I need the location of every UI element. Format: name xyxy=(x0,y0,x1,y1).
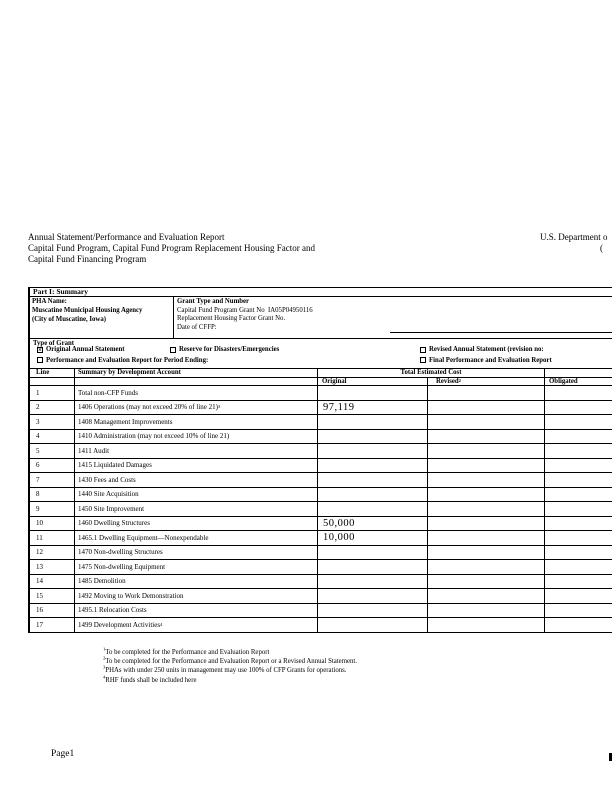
line-number: 11 xyxy=(30,531,75,545)
line-number: 8 xyxy=(30,488,75,502)
account-label: 1465.1 Dwelling Equipment—Nonexpendable xyxy=(75,531,318,545)
form-title-block xyxy=(28,232,315,265)
original-cost-cell xyxy=(318,444,428,458)
account-label: 1492 Moving to Work Demonstration xyxy=(75,589,318,603)
original-cost-cell xyxy=(318,618,428,632)
original-cost-cell xyxy=(318,488,428,502)
revised-cost-cell xyxy=(428,473,545,487)
line-number: 3 xyxy=(30,415,75,429)
obligated-cell xyxy=(545,488,612,502)
checkbox-performance-evaluation-report[interactable] xyxy=(37,357,208,364)
line-number: 9 xyxy=(30,502,75,516)
grant-number-line: Capital Fund Program Grant No IA05P04950116 xyxy=(177,306,313,314)
type-of-grant-label: Type of Grant xyxy=(33,340,75,347)
table-row xyxy=(30,546,612,561)
part1-summary-table xyxy=(28,287,612,633)
account-label: 1460 Dwelling Structures xyxy=(75,517,318,531)
fill-in-line xyxy=(390,332,612,333)
table-row xyxy=(30,488,612,503)
revised-cost-cell xyxy=(428,589,545,603)
obligated-cell xyxy=(545,589,612,603)
line-number: 5 xyxy=(30,444,75,458)
line-number: 6 xyxy=(30,459,75,473)
table-row xyxy=(30,386,612,401)
department-header-line-1: U.S. Department o xyxy=(540,232,608,242)
table-row xyxy=(30,444,612,459)
footnote: $^3$PHAs with under 250 units in management may use 100% of CFP Grants for operations. xyxy=(103,665,347,675)
obligated-cell xyxy=(545,430,612,444)
col-header-empty xyxy=(30,378,75,386)
table-header-row-top xyxy=(30,369,612,378)
checkbox-label: Original Annual Statement xyxy=(46,346,125,353)
line-number: 7 xyxy=(30,473,75,487)
revised-cost-cell xyxy=(428,531,545,545)
obligated-cell xyxy=(545,575,612,589)
checkbox-checked-icon[interactable]: × xyxy=(38,346,42,353)
checkbox-label: Final Performance and Evaluation Report xyxy=(429,356,552,364)
col-header-revised: Revised 2 xyxy=(428,378,545,386)
original-cost-cell xyxy=(318,546,428,560)
table-row xyxy=(30,517,612,532)
part1-section-title: Part I: Summary xyxy=(30,288,612,297)
table-row xyxy=(30,575,612,590)
pha-name-value: Muscatine Municipal Housing Agency xyxy=(32,306,143,314)
table-row xyxy=(30,459,612,474)
account-label: 1411 Audit xyxy=(75,444,318,458)
original-cost-cell xyxy=(318,459,428,473)
obligated-cell xyxy=(545,415,612,429)
col-header-line: Line xyxy=(30,369,75,377)
obligated-cell xyxy=(545,531,612,545)
checkbox-icon[interactable] xyxy=(420,347,426,353)
footnote: $^1$To be completed for the Performance and Evaluation Report xyxy=(103,646,270,656)
pha-name-cell xyxy=(30,297,174,338)
obligated-cell xyxy=(545,386,612,400)
table-row xyxy=(30,618,612,633)
table-row xyxy=(30,430,612,445)
account-label: 1406 Operations (may not exceed 20% of line 21) 3 xyxy=(75,401,318,415)
col-header-obligated: Obligated xyxy=(549,377,578,385)
checkbox-icon[interactable] xyxy=(170,347,176,353)
original-cost-cell xyxy=(318,560,428,574)
pha-grant-row xyxy=(30,297,612,339)
line-number: 14 xyxy=(30,575,75,589)
table-row xyxy=(30,473,612,488)
account-label: 1499 Development Activities 4 xyxy=(75,618,318,632)
table-header-row-bottom xyxy=(30,378,612,387)
original-cost-cell: 97,119 xyxy=(318,401,428,415)
table-row xyxy=(30,502,612,517)
revised-cost-cell xyxy=(428,488,545,502)
obligated-cell xyxy=(545,546,612,560)
col-header-original: Original xyxy=(318,378,428,386)
line-number: 17 xyxy=(30,618,75,632)
grant-type-label: Grant Type and Number xyxy=(177,298,250,305)
obligated-cell xyxy=(545,618,612,632)
account-label: Total non-CFP Funds xyxy=(75,386,318,400)
original-cost-cell xyxy=(318,604,428,618)
obligated-cell xyxy=(545,502,612,516)
account-label: 1450 Site Improvement xyxy=(75,502,318,516)
account-label: 1408 Management Improvements xyxy=(75,415,318,429)
line-number: 15 xyxy=(30,589,75,603)
line-number: 10 xyxy=(30,517,75,531)
original-cost-cell xyxy=(318,473,428,487)
footnote: $^4$RHF funds shall be included here xyxy=(103,674,197,684)
revised-cost-cell xyxy=(428,415,545,429)
original-cost-cell xyxy=(318,502,428,516)
pha-name-value-2: (City of Muscatine, Iowa) xyxy=(32,315,106,323)
line-number: 2 xyxy=(30,401,75,415)
line-number: 4 xyxy=(30,430,75,444)
obligated-cell xyxy=(545,444,612,458)
checkbox-icon[interactable] xyxy=(37,357,43,363)
original-cost-cell xyxy=(318,575,428,589)
obligated-cell xyxy=(545,560,612,574)
account-label: 1475 Non-dwelling Equipment xyxy=(75,560,318,574)
revised-cost-cell xyxy=(428,517,545,531)
revised-cost-cell xyxy=(428,546,545,560)
checkbox-label: Performance and Evaluation Report for Period Ending: xyxy=(46,356,209,364)
account-label: 1495.1 Relocation Costs xyxy=(75,604,318,618)
original-cost-cell xyxy=(318,415,428,429)
revised-cost-cell xyxy=(428,604,545,618)
form-title-line-1: Annual Statement/Performance and Evaluation Report xyxy=(28,232,225,242)
revised-cost-cell xyxy=(428,444,545,458)
form-title-line-2: Capital Fund Program, Capital Fund Program Replacement Housing Factor and xyxy=(28,243,315,253)
checkbox-label: Revised Annual Statement (revision no: xyxy=(429,346,544,353)
footnote: $^2$To be completed for the Performance and Evaluation Report or a Revised Annual Statement. xyxy=(103,655,357,666)
line-number: 1 xyxy=(30,386,75,400)
account-label: 1410 Administration (may not exceed 10% of line 21) xyxy=(75,430,318,444)
department-header-line-2: ( xyxy=(600,243,603,253)
account-label: 1440 Site Acquisition xyxy=(75,488,318,502)
col-header-summary: Summary by Development Account xyxy=(75,369,318,377)
line-number: 16 xyxy=(30,604,75,618)
original-cost-cell xyxy=(318,386,428,400)
table-row xyxy=(30,531,612,546)
revised-cost-cell xyxy=(428,459,545,473)
col-header-revised-label: Revised xyxy=(436,377,459,385)
rhf-grant-line: Replacement Housing Factor Grant No. xyxy=(177,315,286,323)
table-row xyxy=(30,604,612,619)
original-cost-cell: 10,000 xyxy=(318,531,428,545)
obligated-cell xyxy=(545,401,612,415)
obligated-cell xyxy=(545,459,612,473)
account-label: 1430 Fees and Costs xyxy=(75,473,318,487)
revised-cost-cell xyxy=(428,560,545,574)
revised-cost-cell xyxy=(428,502,545,516)
page-number: Page1 xyxy=(51,749,75,759)
obligated-cell xyxy=(545,517,612,531)
pha-name-label: PHA Name: xyxy=(32,298,67,305)
line-number: 13 xyxy=(30,560,75,574)
grant-type-cell xyxy=(174,297,612,338)
revised-cost-cell xyxy=(428,386,545,400)
table-row xyxy=(30,401,612,416)
footnotes-block xyxy=(103,648,357,685)
revised-cost-cell xyxy=(428,430,545,444)
obligated-cell xyxy=(545,604,612,618)
revised-cost-cell xyxy=(428,401,545,415)
revised-cost-cell xyxy=(428,575,545,589)
type-of-grant-row xyxy=(30,339,612,369)
cffp-date-line: Date of CFFP: xyxy=(177,323,217,331)
table-row xyxy=(30,560,612,575)
account-label: 1415 Liquidated Damages xyxy=(75,459,318,473)
line-number: 12 xyxy=(30,546,75,560)
form-title-line-3: Capital Fund Financing Program xyxy=(28,254,147,264)
checkbox-label: Reserve for Disasters/Emergencies xyxy=(179,346,280,353)
table-row xyxy=(30,589,612,604)
col-header-total-estimated-cost: Total Estimated Cost xyxy=(318,369,545,377)
col-header-empty xyxy=(75,378,318,386)
account-label: 1485 Demolition xyxy=(75,575,318,589)
checkbox-revised-annual-statement[interactable] xyxy=(420,346,544,353)
original-cost-cell xyxy=(318,589,428,603)
original-cost-cell xyxy=(318,430,428,444)
original-cost-cell: 50,000 xyxy=(318,517,428,531)
account-label: 1470 Non-dwelling Structures xyxy=(75,546,318,560)
col-header-spacer xyxy=(545,369,612,377)
checkbox-icon[interactable] xyxy=(420,357,426,363)
checkbox-reserve-disasters[interactable] xyxy=(170,346,279,353)
table-row xyxy=(30,415,612,430)
checkbox-original-annual-statement[interactable] xyxy=(37,346,125,353)
checkbox-final-performance-report[interactable] xyxy=(420,357,552,364)
obligated-cell xyxy=(545,473,612,487)
revised-cost-cell xyxy=(428,618,545,632)
